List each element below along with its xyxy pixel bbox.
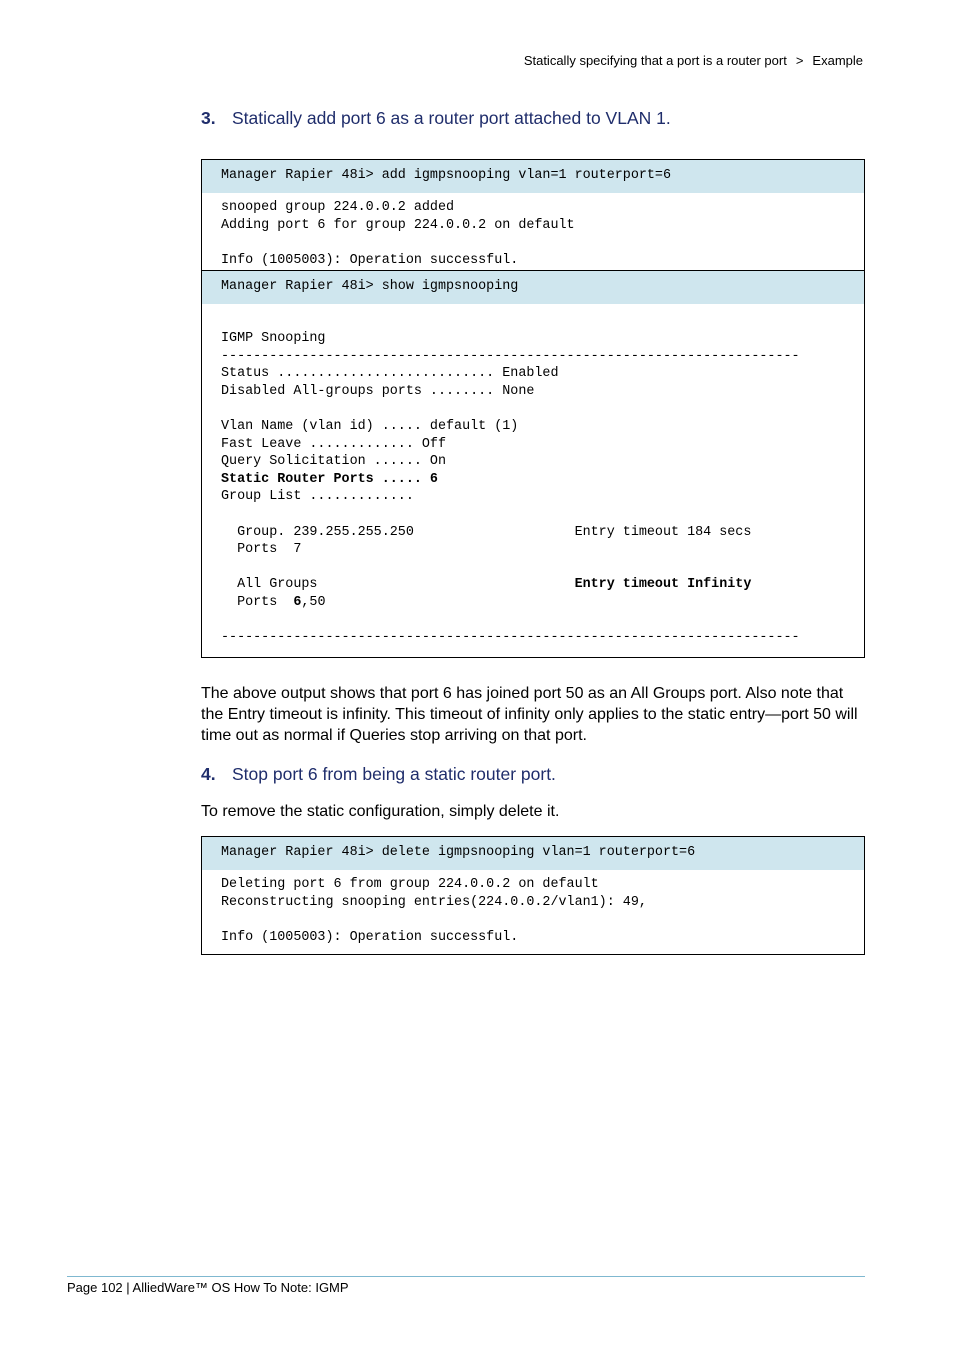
output-show-igmpsnooping [202,304,864,656]
ports-prefix: Ports [221,594,294,610]
step-4-title: Stop port 6 from being a static router port. [232,764,556,784]
header-section: Statically specifying that a port is a router port [523,53,787,68]
output-line: Group. 239.255.255.250 Entry timeout 184 secs [221,524,752,540]
output-line: Status ........................... Enabled [221,366,559,382]
output-delete-igmpsnooping [202,870,864,954]
output-line: Vlan Name (vlan id) ..... default (1) [221,418,519,434]
output-add-igmpsnooping [202,193,864,270]
output-line: snooped group 224.0.0.2 added [221,200,455,215]
static-router-ports-line: Static Router Ports ..... 6 [221,471,438,487]
footer-divider [67,1276,865,1277]
step-3-number: 3. [201,108,216,128]
output-divider: ------------------------------------------------------------------------ [221,348,800,364]
ports-bold-value: 6 [293,594,302,610]
output-line: Info (1005003): Operation successful. [221,252,519,268]
page-footer: Page 102 | AlliedWare™ OS How To Note: IGMP [67,1280,349,1295]
running-header [524,53,863,68]
header-subsection: Example [812,53,863,68]
code-box-delete-router-port [201,836,865,955]
output-line: Query Solicitation ...... On [221,454,446,470]
output-line: Adding port 6 for group 224.0.0.2 on default [221,217,575,233]
all-groups-timeout: Entry timeout Infinity [574,577,752,593]
command-add-igmpsnooping: Manager Rapier 48i> add igmpsnooping vlan=1 routerport=6 [202,160,864,193]
output-line: Info (1005003): Operation successful. [221,929,519,945]
output-line: Ports 7 [221,542,302,558]
output-line: Reconstructing snooping entries(224.0.0.2/vlan1): 49, [221,894,647,910]
step-3-title: Statically add port 6 as a router port attached to VLAN 1. [232,108,671,128]
code-box-add-router-port [201,159,865,658]
remove-config-paragraph: To remove the static configuration, simply delete it. [201,803,560,820]
step-4-heading [201,764,556,785]
header-separator: > [795,53,804,68]
all-groups-label: All Groups [221,577,575,593]
step-4-number: 4. [201,764,216,784]
explanation-paragraph: The above output shows that port 6 has joined port 50 as an All Groups port. Also note that the Entry timeout is infinity. This timeout of infinity only applies to the static entry—port 50 will time out as normal if Queries stop arriving on that port. [201,685,858,744]
output-line: Deleting port 6 from group 224.0.0.2 on default [221,877,599,892]
command-show-igmpsnooping: Manager Rapier 48i> show igmpsnooping [202,270,864,304]
step-3-heading [201,108,671,129]
command-delete-igmpsnooping: Manager Rapier 48i> delete igmpsnooping vlan=1 routerport=6 [202,837,864,870]
output-line: Fast Leave ............. Off [221,436,446,452]
ports-rest: ,50 [301,594,326,610]
output-line: Group List ............. [221,489,414,505]
output-line: Disabled All-groups ports ........ None [221,383,535,399]
output-line: IGMP Snooping [221,330,326,346]
output-divider: ------------------------------------------------------------------------ [221,630,800,646]
